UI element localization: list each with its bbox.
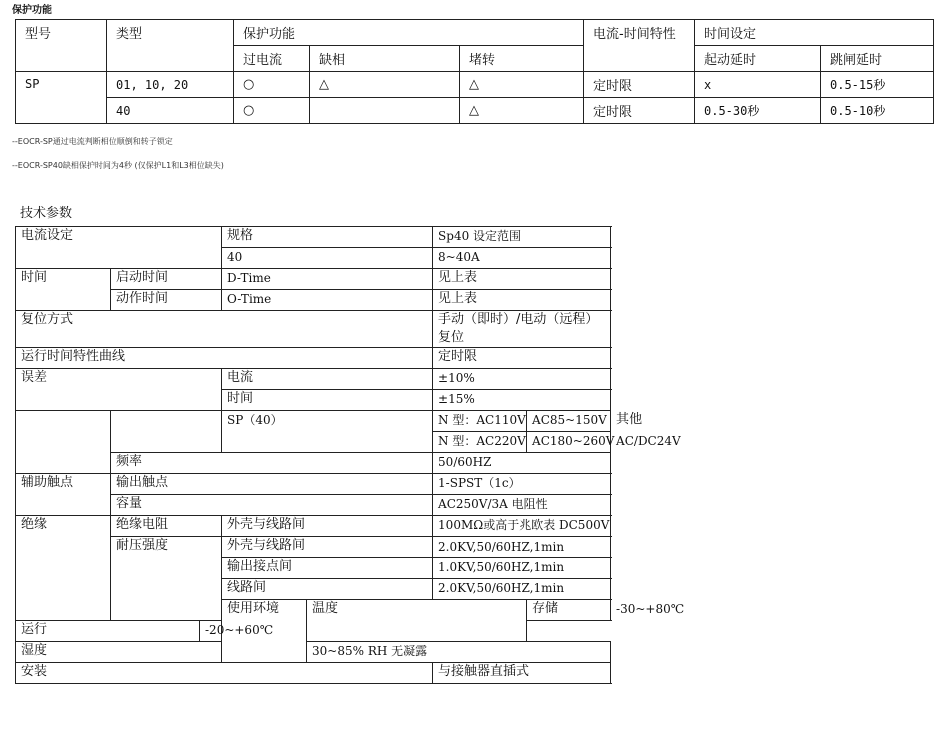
- cell-trip-delay: 0.5-10秒: [821, 98, 934, 124]
- label-d-time: D-Time: [222, 269, 433, 290]
- label-environment: 使用环境: [222, 600, 307, 663]
- value-n-type-2: N 型：AC220V: [433, 432, 527, 453]
- label-storage: 存储: [527, 600, 611, 621]
- cell-overcurrent: ○: [234, 72, 310, 98]
- label-insulation: 绝缘: [16, 516, 111, 621]
- label-o-time: O-Time: [222, 290, 433, 311]
- label-output-contact: 输出触点: [111, 474, 433, 495]
- label-case-line-1: 外壳与线路间: [222, 516, 433, 537]
- value-range-1: AC85~150V: [527, 411, 611, 432]
- label-install: 安装: [16, 663, 433, 684]
- header-start-delay: 起动延时: [695, 46, 821, 72]
- label-line-between: 线路间: [222, 579, 433, 600]
- label-case-line-2: 外壳与线路间: [222, 537, 433, 558]
- cell-trip-delay: 0.5-15秒: [821, 72, 934, 98]
- label-current-setting: 电流设定: [16, 227, 222, 269]
- value-spec: 40: [222, 248, 433, 269]
- value-output-contact: 1-SPST（1c）: [433, 474, 611, 495]
- note-1: --EOCR-SP通过电流判断相位顺倒和转子锁定: [12, 137, 173, 146]
- label-capacity: 容量: [111, 495, 433, 516]
- table-row: [16, 98, 934, 124]
- label-humidity: 湿度: [16, 642, 307, 663]
- label-time-error: 时间: [222, 390, 433, 411]
- cell-start-delay: x: [695, 72, 821, 98]
- other-char-2: 他: [629, 412, 643, 427]
- protection-table: [15, 19, 934, 124]
- label-spec: 规格: [222, 227, 433, 248]
- cell-locked-rotor: △: [460, 72, 584, 98]
- table-row: [16, 72, 934, 98]
- label-time: 时间: [16, 269, 111, 311]
- value-see-table: 见上表: [433, 290, 611, 311]
- cell-type: 01, 10, 20: [107, 72, 234, 98]
- header-trip-delay: 跳闸延时: [821, 46, 934, 72]
- value-current-error: ±10%: [433, 369, 611, 390]
- header-curve: 电流-时间特性: [584, 20, 695, 72]
- label-operating: 运行: [16, 621, 200, 642]
- value-withstand-1: 2.0KV,50/60HZ,1min: [433, 537, 611, 558]
- value-ins-resistance: 100MΩ或高于兆欧表 DC500V: [433, 516, 611, 537]
- note-2: --EOCR-SP40缺相保护时间为4秒 (仅保护L1和L3相位缺失): [12, 161, 224, 170]
- label-withstand: 耐压强度: [111, 537, 222, 621]
- cell-phase-loss: △: [310, 72, 460, 98]
- header-model: 型号: [16, 20, 107, 72]
- tech-params-table: 电流设定 规格 Sp40 设定范围 40 8~40A 时间 启动时间 D-Time 见上表 动作时间 O-Time 见上表 复位方式 手动（即时）/电动（远程）复位 运行时间特性曲线 定时限 误差 电流 ±10% 时间 ±15% SP（40） N 型：AC110V AC85~150V 其 他 N 型：AC220V AC180~260V AC/DC24V 频率 50/60HZ 辅助触点 输出触点 1-SPST（1c） 容量 AC250V/3A 电阻性 绝缘 绝缘电阻 外壳与线路间 100MΩ或高于兆欧表 DC500V 耐压强度 外壳与线路间 2.0KV,50/60HZ,1min 输出接点间 1.0KV,50/60HZ,1min 线路间 2.0KV,50/60HZ,1min 使用环境 温度 存储 -30~+80℃ 运行 -20~+60℃ 湿度 30~85% RH 无凝露 安装 与接触器直插式: [15, 226, 611, 684]
- label-action-time: 动作时间: [111, 290, 222, 311]
- cell-locked-rotor: △: [460, 98, 584, 124]
- header-locked-rotor: 堵转: [460, 46, 584, 72]
- cell-overcurrent: ○: [234, 98, 310, 124]
- value-sp40-range: 8~40A: [433, 248, 611, 269]
- cell-model: SP: [16, 72, 107, 124]
- value-capacity: AC250V/3A 电阻性: [433, 495, 611, 516]
- header-time-setting: 时间设定: [695, 20, 934, 46]
- label-ins-resistance: 绝缘电阻: [111, 516, 222, 537]
- label-curve: 运行时间特性曲线: [16, 348, 433, 369]
- value-range-2: AC180~260V: [527, 432, 611, 453]
- value-n-type-1: N 型：AC110V: [433, 411, 527, 432]
- value-install: 与接触器直插式: [433, 663, 611, 684]
- label-current-error: 电流: [222, 369, 433, 390]
- header-phase-loss: 缺相: [310, 46, 460, 72]
- value-withstand-3: 2.0KV,50/60HZ,1min: [433, 579, 611, 600]
- value-withstand-2: 1.0KV,50/60HZ,1min: [433, 558, 611, 579]
- value-humidity: 30~85% RH 无凝露: [307, 642, 611, 663]
- label-frequency: 频率: [111, 453, 433, 474]
- other-char-1: 其: [616, 412, 630, 427]
- cell-blank: [111, 411, 222, 453]
- label-aux-contact: 辅助触点: [16, 474, 111, 516]
- section-title: 保护功能: [12, 5, 52, 16]
- label-sp40: SP（40）: [222, 411, 433, 453]
- label-output-between: 输出接点间: [222, 558, 433, 579]
- label-start-time: 启动时间: [111, 269, 222, 290]
- value-curve: 定时限: [433, 348, 611, 369]
- cell-type: 40: [107, 98, 234, 124]
- tech-title: 技术参数: [20, 206, 73, 221]
- header-overcurrent: 过电流: [234, 46, 310, 72]
- cell-curve: 定时限: [584, 98, 695, 124]
- header-protect: 保护功能: [234, 20, 584, 46]
- value-frequency: 50/60HZ: [433, 453, 611, 474]
- cell-start-delay: 0.5-30秒: [695, 98, 821, 124]
- value-reset: 手动（即时）/电动（远程）复位: [433, 311, 611, 348]
- value-time-error: ±15%: [433, 390, 611, 411]
- header-type: 类型: [107, 20, 234, 72]
- label-sp40-range: Sp40 设定范围: [433, 227, 611, 248]
- label-temperature: 温度: [307, 600, 527, 642]
- label-error: 误差: [16, 369, 222, 411]
- value-see-table: 见上表: [433, 269, 611, 290]
- cell-phase-loss: [310, 98, 460, 124]
- value-operating: -20~+60℃: [200, 621, 433, 642]
- cell-curve: 定时限: [584, 72, 695, 98]
- cell-blank: [16, 411, 111, 474]
- label-reset: 复位方式: [16, 311, 433, 348]
